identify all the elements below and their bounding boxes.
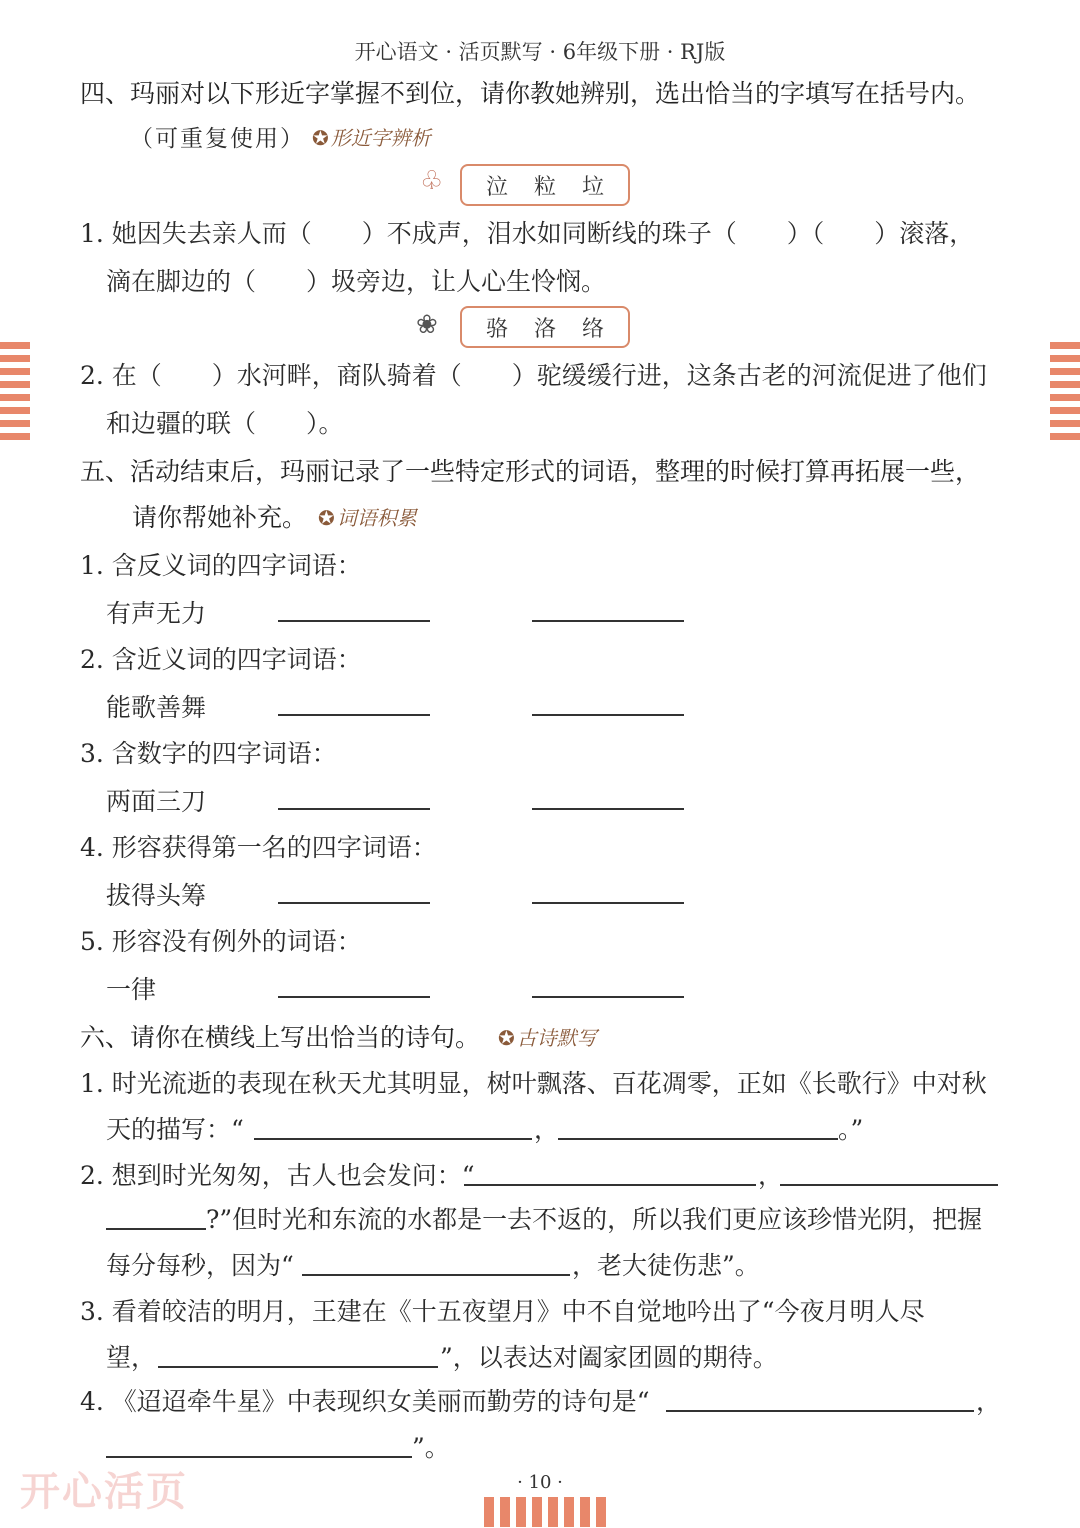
section4-title: 四、玛丽对以下形近字掌握不到位，请你教她辨别，选出恰当的字填写在括号内。 bbox=[80, 79, 981, 108]
poem-blank[interactable] bbox=[464, 1184, 756, 1186]
s5-item2-label: 2. 含近义词的四字词语： bbox=[80, 645, 362, 674]
answer-blank[interactable] bbox=[278, 620, 430, 622]
q6-2-prefix: 2. 想到时光匆匆，古人也会发问：“ bbox=[80, 1161, 475, 1190]
feather-icon: ♧ bbox=[420, 166, 444, 196]
s5-item3-example: 两面三刀 bbox=[106, 787, 207, 816]
answer-blank[interactable] bbox=[278, 996, 430, 998]
section5-title-line2: 请你帮她补充。 bbox=[132, 503, 308, 532]
char-badge-1: 泣 粒 垃 bbox=[460, 164, 630, 206]
recycle-icon: ✪ bbox=[498, 1026, 515, 1050]
q6-3-suffix: ”，以表达对阖家团圆的期待。 bbox=[440, 1343, 778, 1372]
poem-blank[interactable] bbox=[558, 1138, 838, 1140]
q6-1-line1: 1. 时光流逝的表现在秋天尤其明显，树叶飘落、百花凋零，正如《长歌行》中对秋 bbox=[80, 1069, 987, 1098]
poem-blank[interactable] bbox=[158, 1366, 438, 1368]
q6-4-prefix: 4. 《迢迢牵牛星》中表现织女美丽而勤劳的诗句是“ bbox=[80, 1387, 650, 1416]
poem-blank[interactable] bbox=[302, 1274, 570, 1276]
poem-blank[interactable] bbox=[106, 1228, 206, 1230]
answer-blank[interactable] bbox=[532, 808, 684, 810]
q6-2-sep: ， bbox=[758, 1161, 784, 1190]
page-number: · 10 · bbox=[517, 1472, 563, 1493]
poem-blank[interactable] bbox=[666, 1410, 974, 1412]
s5-item1-example: 有声无力 bbox=[106, 599, 207, 628]
poem-blank[interactable] bbox=[254, 1138, 532, 1140]
answer-blank[interactable] bbox=[278, 714, 430, 716]
q6-3-line1: 3. 看着皎洁的明月，王建在《十五夜望月》中不自觉地吟出了“今夜月明人尽 bbox=[80, 1297, 925, 1326]
s5-item4-example: 拔得头筹 bbox=[106, 881, 207, 910]
s5-item5-example: 一律 bbox=[106, 975, 157, 1004]
s5-item1-label: 1. 含反义词的四字词语： bbox=[80, 551, 362, 580]
s5-item4-label: 4. 形容获得第一名的四字词语： bbox=[80, 833, 437, 862]
s5-item3-label: 3. 含数字的四字词语： bbox=[80, 739, 337, 768]
answer-blank[interactable] bbox=[532, 714, 684, 716]
q6-3-prefix: 望， bbox=[106, 1343, 157, 1372]
q6-2-line2: ?”但时光和东流的水都是一去不返的，所以我们更应该珍惜光阴，把握 bbox=[206, 1205, 983, 1234]
q6-1-sep: ， bbox=[534, 1115, 560, 1144]
q6-2-line3-suffix: ，老大徒伤悲”。 bbox=[572, 1251, 760, 1280]
poem-blank[interactable] bbox=[106, 1456, 412, 1458]
answer-blank[interactable] bbox=[532, 902, 684, 904]
section4-tag: ✪ 形近字辨析 bbox=[312, 126, 431, 150]
section5-tag: ✪ 词语积累 bbox=[318, 506, 417, 530]
answer-blank[interactable] bbox=[532, 996, 684, 998]
s5-item5-label: 5. 形容没有例外的词语： bbox=[80, 927, 362, 956]
s5-item2-example: 能歌善舞 bbox=[106, 693, 207, 722]
right-stripe-decoration bbox=[1050, 342, 1080, 446]
section4-subtitle: （可重复使用） bbox=[130, 126, 305, 152]
page-header: 开心语文 · 活页默写 · 6年级下册 · RJ版 bbox=[354, 40, 726, 64]
left-stripe-decoration bbox=[0, 342, 30, 446]
q6-1-prefix: 天的描写：“ bbox=[106, 1115, 244, 1144]
q6-1-end: 。” bbox=[838, 1115, 864, 1144]
bunny-icon: ❀ bbox=[416, 310, 438, 340]
answer-blank[interactable] bbox=[278, 902, 430, 904]
q6-2-line3-prefix: 每分每秒，因为“ bbox=[106, 1251, 294, 1280]
bottom-stripe-decoration bbox=[484, 1497, 606, 1527]
section6-tag: ✪ 古诗默写 bbox=[498, 1026, 597, 1050]
char-badge-2: 骆 洛 络 bbox=[460, 306, 630, 348]
section6-title: 六、请你在横线上写出恰当的诗句。 bbox=[80, 1023, 481, 1052]
q6-4-end: ”。 bbox=[412, 1433, 450, 1462]
recycle-icon: ✪ bbox=[318, 506, 335, 530]
recycle-icon: ✪ bbox=[312, 126, 329, 150]
answer-blank[interactable] bbox=[532, 620, 684, 622]
section5-title-line1: 五、活动结束后，玛丽记录了一些特定形式的词语，整理的时候打算再拓展一些， bbox=[80, 457, 981, 486]
answer-blank[interactable] bbox=[278, 808, 430, 810]
q6-4-sep: ， bbox=[976, 1387, 1002, 1416]
poem-blank[interactable] bbox=[780, 1184, 998, 1186]
q4-1-line2: 滴在脚边的（ ）圾旁边，让人心生怜悯。 bbox=[106, 267, 607, 296]
q4-2-line2: 和边疆的联（ ）。 bbox=[106, 409, 344, 438]
q4-1-line1: 1. 她因失去亲人而（ ）不成声，泪水如同断线的珠子（ ）（ ）滚落， bbox=[80, 219, 975, 248]
watermark-logo: 开心活页 bbox=[20, 1469, 188, 1515]
q4-2-line1: 2. 在（ ）水河畔，商队骑着（ ）驼缓缓行进，这条古老的河流促进了他们 bbox=[80, 361, 987, 390]
